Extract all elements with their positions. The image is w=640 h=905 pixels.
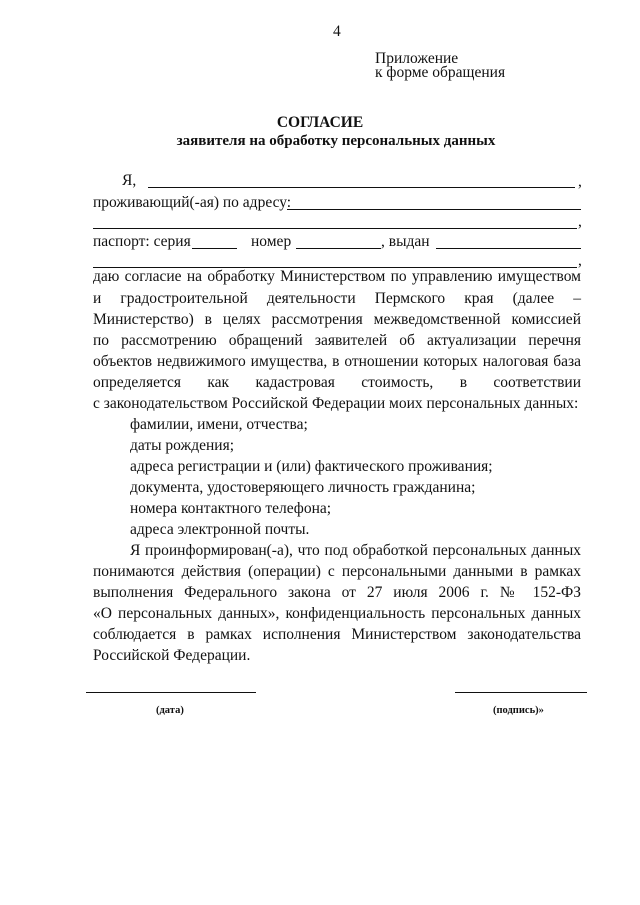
comma: , xyxy=(578,213,582,230)
info-last-line: Российской Федерации. xyxy=(93,647,251,664)
body-line: Министерство) в целях рассмотрения межведомственной комиссией xyxy=(93,311,581,328)
date-label: (дата) xyxy=(156,705,184,716)
data-item: номера контактного телефона; xyxy=(130,500,332,517)
signature-label: (подпись)» xyxy=(493,705,544,716)
data-item: адреса регистрации и (или) фактического проживания; xyxy=(130,458,493,475)
full-name-field[interactable] xyxy=(148,187,575,188)
i-label: Я, xyxy=(122,172,137,189)
address-field-1[interactable] xyxy=(287,209,581,210)
info-line: выполнения Федерального закона от 27 июля 2006 г. № 152-ФЗ xyxy=(93,584,581,601)
passport-series-field[interactable] xyxy=(192,248,237,249)
body-line: даю согласие на обработку Министерством по управлению имуществом xyxy=(93,268,581,285)
passport-number-label: номер xyxy=(251,233,292,250)
signature-field[interactable] xyxy=(455,692,587,693)
data-item: фамилии, имени, отчества; xyxy=(130,416,308,433)
info-line: «О персональных данных», конфиденциальность персональных данных xyxy=(93,605,581,622)
comma: , xyxy=(578,173,582,190)
comma: , xyxy=(578,252,582,269)
info-first-line: Я проинформирован(-а), что под обработкой персональных данных xyxy=(130,542,581,559)
document-subtitle: заявителя на обработку персональных данных xyxy=(176,133,496,149)
data-item: даты рождения; xyxy=(130,437,235,454)
data-item: адреса электронной почты. xyxy=(130,521,310,538)
info-line: понимаются действия (операции) с персональными данными в рамках xyxy=(93,563,581,580)
date-field[interactable] xyxy=(86,692,256,693)
body-line: объектов недвижимого имущества, в отношении которых налоговая база xyxy=(93,353,581,370)
document-title: СОГЛАСИЕ xyxy=(276,114,364,131)
body-line: по рассмотрению обращений заявителей об актуализации перечня xyxy=(93,332,581,349)
address-field-2[interactable] xyxy=(93,228,577,229)
passport-number-field[interactable] xyxy=(296,248,381,249)
data-item: документа, удостоверяющего личность гражданина; xyxy=(130,479,476,496)
address-label: проживающий(-ая) по адресу: xyxy=(93,194,292,211)
body-last-line: с законодательством Российской Федерации моих персональных данных: xyxy=(93,395,579,412)
issued-by-field-1[interactable] xyxy=(436,248,581,249)
body-line: и градостроительной деятельности Пермского края (далее – xyxy=(93,290,581,307)
page-number: 4 xyxy=(333,23,341,40)
passport-series-label: паспорт: серия xyxy=(93,233,191,250)
appendix-line-2: к форме обращения xyxy=(375,64,506,81)
appendix-line-1: Приложение xyxy=(375,50,459,67)
body-line: определяется как кадастровая стоимость, в соответствии xyxy=(93,374,581,391)
issued-label: , выдан xyxy=(381,233,430,250)
info-line: соблюдается в рамках исполнения Министерством законодательства xyxy=(93,626,581,643)
